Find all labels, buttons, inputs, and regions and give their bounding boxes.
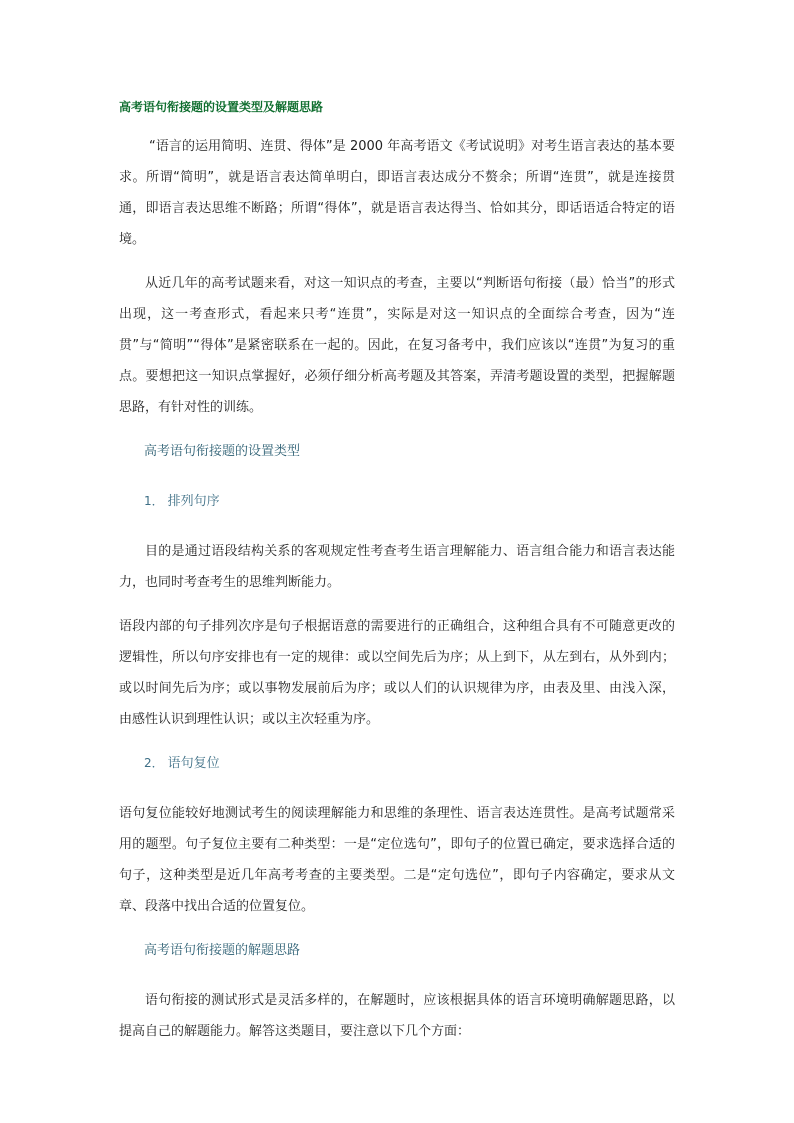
intro-paragraph-2: 从近几年的高考试题来看，对这一知识点的考查，主要以“判断语句衔接（最）恰当”的形式出现，这一考查形式，看起来只考“连贯”，实际是对这一知识点的全面综合考查，因为“连贯”与“简明”“得体”是紧密联系在一起的。因此，在复习备考中，我们应该以“连贯”为复习的重点。要想把这一知识点掌握好，必须仔细分析高考题及其答案，弄清考题设置的类型，把握解题思路，有针对性的训练。	[119, 276, 675, 415]
document-page	[119, 98, 675, 1060]
item-label: 语句复位	[167, 756, 220, 771]
sequence-paragraph-1: 目的是通过语段结构关系的客观规定性考查考生语言理解能力、语言组合能力和语言表达能力，也同时考查考生的思维判断能力。	[119, 544, 675, 590]
section-heading-approach: 高考语句衔接题的解题思路	[144, 943, 301, 958]
item-number: 2．	[144, 756, 164, 770]
document-title: 高考语句衔接题的设置类型及解题思路	[119, 100, 324, 114]
approach-paragraph-1: 语句衔接的测试形式是灵活多样的，在解题时，应该根据具体的语言环境明确解题思路，以提高自己的解题能力。解答这类题目，要注意以下几个方面：	[119, 993, 675, 1039]
intro-paragraph-1: “语言的运用简明、连贯、得体”是 2000 年高考语文《考试说明》对考生语言表达的基本要求。所谓“简明”，就是语言表达简单明白，即语言表达成分不赘余；所谓“连贯”，就是连接贯通，即语言表达思维不断路；所谓“得体”，就是语言表达得当、恰如其分，即话语适合特定的语境。	[119, 139, 675, 247]
item-heading-restore	[119, 748, 675, 779]
item-heading-sequence	[119, 486, 675, 517]
restore-paragraph-1: 语句复位能较好地测试考生的阅读理解能力和思维的条理性、语言表达连贯性。是高考试题常采用的题型。句子复位主要有二种类型：一是“定位选句”，即句子的位置已确定，要求选择合适的句子，这种类型是近几年高考考查的主要类型。二是“定句选位”，即句子内容确定，要求从文章、段落中找出合适的位置复位。	[119, 806, 675, 914]
item-label: 排列句序	[167, 494, 220, 509]
sequence-paragraph-2: 语段内部的句子排列次序是句子根据语意的需要进行的正确组合，这种组合具有不可随意更改的逻辑性，所以句序安排也有一定的规律：或以空间先后为序；从上到下，从左到右，从外到内；或以时间先后为序；或以事物发展前后为序；或以人们的认识规律为序，由表及里、由浅入深，由感性认识到理性认识；或以主次轻重为序。	[119, 619, 675, 727]
section-heading-types: 高考语句衔接题的设置类型	[144, 444, 301, 459]
item-number: 1．	[144, 494, 164, 508]
